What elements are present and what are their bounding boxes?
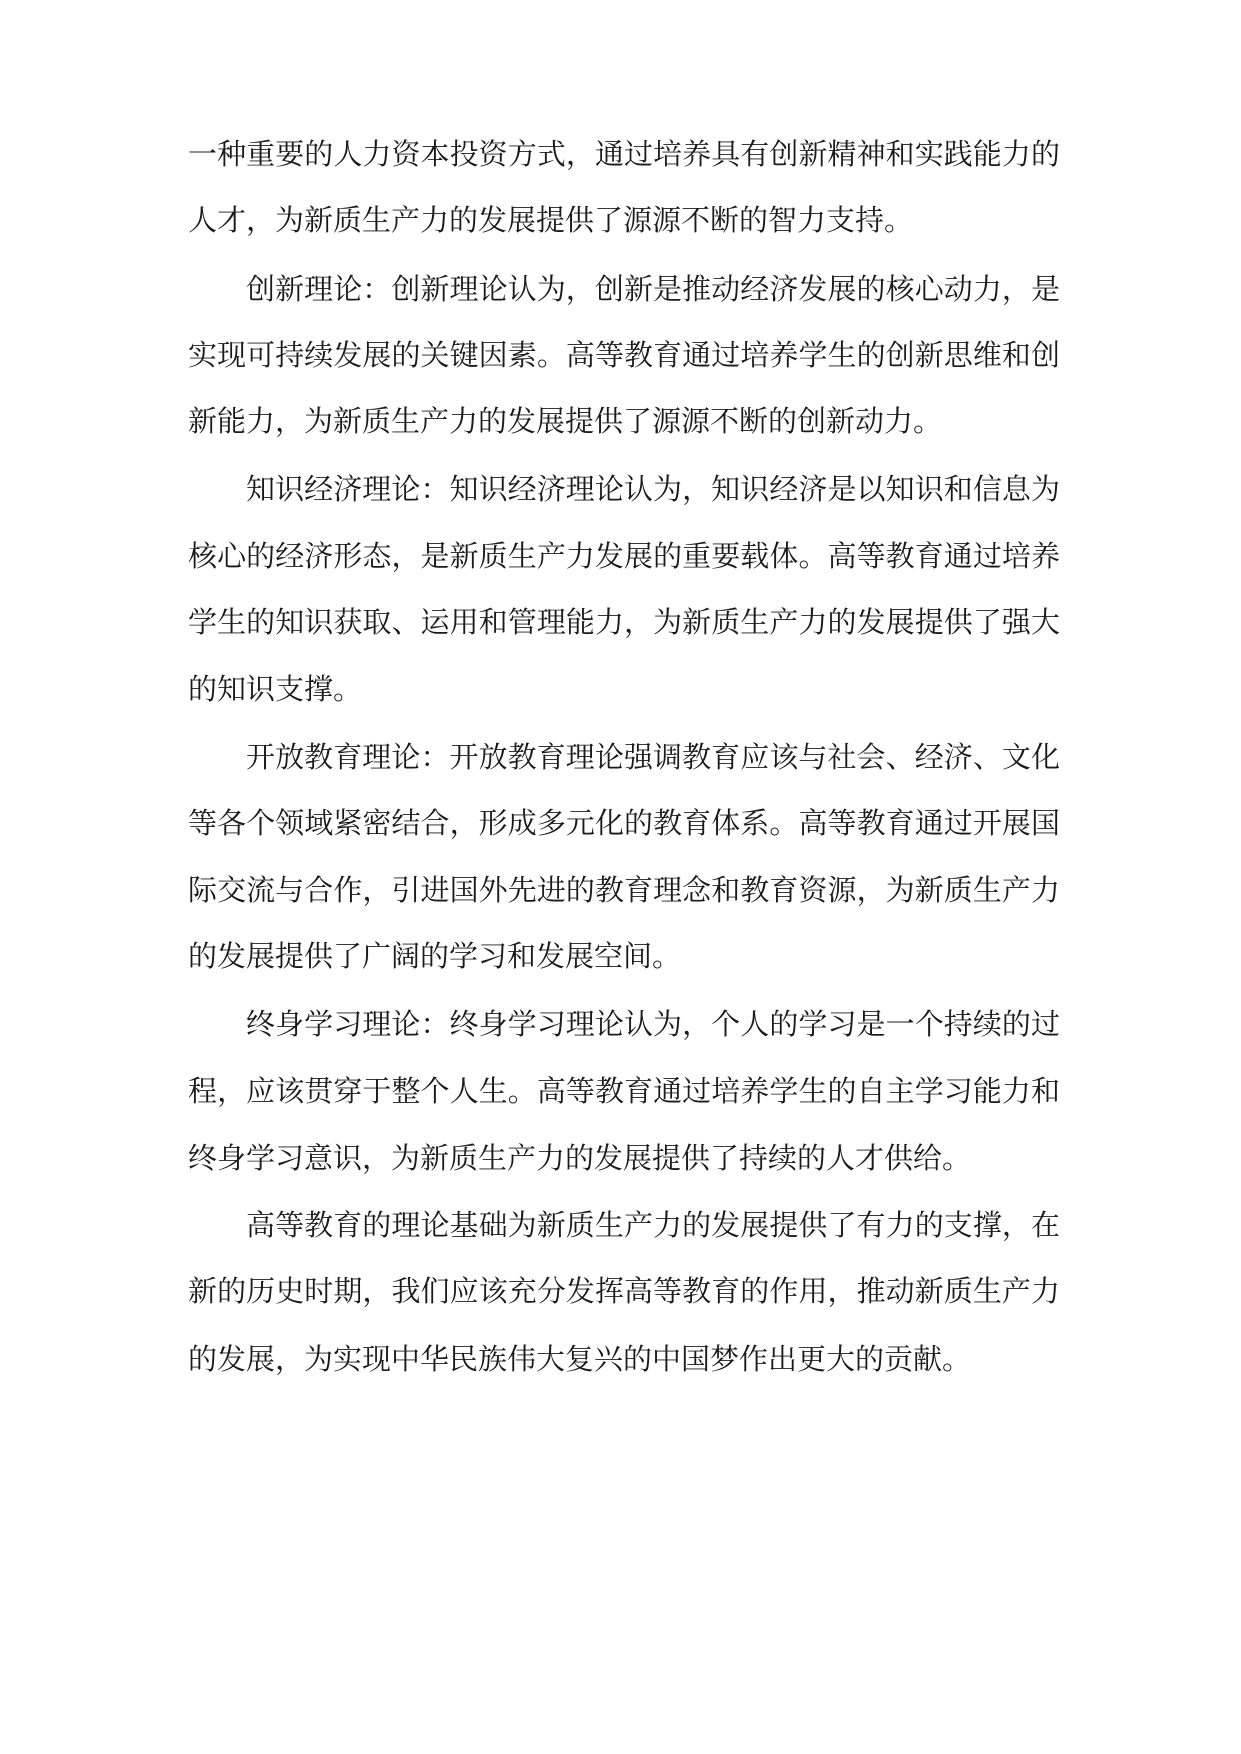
text-line: 核心的经济形态，是新质生产力发展的重要载体。高等教育通过培养 <box>188 539 1060 573</box>
text-line: 实现可持续发展的关键因素。高等教育通过培养学生的创新思维和创 <box>188 338 1060 372</box>
text-line: 的发展提供了广阔的学习和发展空间。 <box>188 939 682 973</box>
text-line: 人才，为新质生产力的发展提供了源源不断的智力支持。 <box>188 203 914 237</box>
text-line: 学生的知识获取、运用和管理能力，为新质生产力的发展提供了强大 <box>188 605 1060 639</box>
text-line: 际交流与合作，引进国外先进的教育理念和教育资源，为新质生产力 <box>188 873 1060 907</box>
text-line: 创新理论：创新理论认为，创新是推动经济发展的核心动力，是 <box>246 272 1060 306</box>
text-line: 一种重要的人力资本投资方式，通过培养具有创新精神和实践能力的 <box>188 137 1060 171</box>
text-line: 的知识支撑。 <box>188 672 363 706</box>
text-line: 新能力，为新质生产力的发展提供了源源不断的创新动力。 <box>188 404 943 438</box>
text-line: 终身学习意识，为新质生产力的发展提供了持续的人才供给。 <box>188 1141 972 1175</box>
text-line: 程，应该贯穿于整个人生。高等教育通过培养学生的自主学习能力和 <box>188 1074 1060 1108</box>
text-line: 的发展，为实现中华民族伟大复兴的中国梦作出更大的贡献。 <box>188 1342 972 1376</box>
text-line: 高等教育的理论基础为新质生产力的发展提供了有力的支撑，在 <box>246 1208 1060 1242</box>
text-line: 等各个领域紧密结合，形成多元化的教育体系。高等教育通过开展国 <box>188 806 1060 840</box>
text-line: 新的历史时期，我们应该充分发挥高等教育的作用，推动新质生产力 <box>188 1274 1060 1308</box>
text-line: 终身学习理论：终身学习理论认为，个人的学习是一个持续的过 <box>246 1007 1060 1041</box>
text-line: 开放教育理论：开放教育理论强调教育应该与社会、经济、文化 <box>246 740 1060 774</box>
text-line: 知识经济理论：知识经济理论认为，知识经济是以知识和信息为 <box>246 472 1060 506</box>
